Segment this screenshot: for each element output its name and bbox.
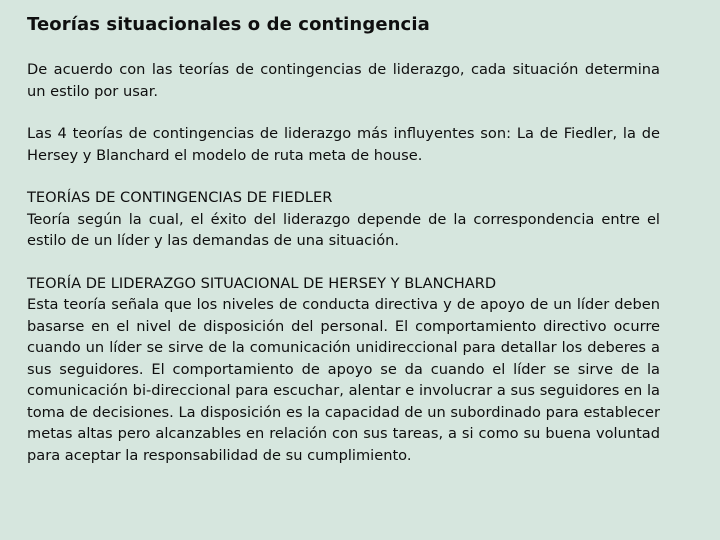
fiedler-heading: TEORÍAS DE CONTINGENCIAS DE FIEDLER: [27, 189, 333, 206]
fiedler-body: Teoría según la cual, el éxito del liderazgo depende de la correspondencia entre el estilo de un líder y las demandas de una situación.: [27, 210, 660, 249]
fiedler-section: [27, 187, 660, 252]
hersey-body: Esta teoría señala que los niveles de conducta directiva y de apoyo de un líder deben basarse en el nivel de disposición del personal. El comportamiento directivo ocurre cuando un líder se sirve de la comunicación unidireccional para detallar los deberes a sus seguidores. El comportamiento de apoyo se da cuando el líder se sirve de la comunicación bi-direccional para escuchar, alentar e involucrar a sus seguidores en la toma de decisiones. La disposición es la capacidad de un subordinado para establecer metas altas pero alcanzables en relación con sus tareas, a si como su buena voluntad para aceptar la responsabilidad de su cumplimiento.: [27, 296, 660, 464]
slide-title: Teorías situacionales o de contingencia: [27, 14, 430, 35]
intro-paragraph: De acuerdo con las teorías de contingencias de liderazgo, cada situación determina un estilo por usar.: [27, 61, 660, 100]
hersey-heading: TEORÍA DE LIDERAZGO SITUACIONAL DE HERSEY Y BLANCHARD: [27, 274, 497, 292]
theories-paragraph: Las 4 teorías de contingencias de liderazgo más influyentes son: La de Fiedler, la de Hersey y Blanchard el modelo de ruta meta de house.: [27, 125, 660, 164]
hersey-section: [27, 273, 660, 467]
